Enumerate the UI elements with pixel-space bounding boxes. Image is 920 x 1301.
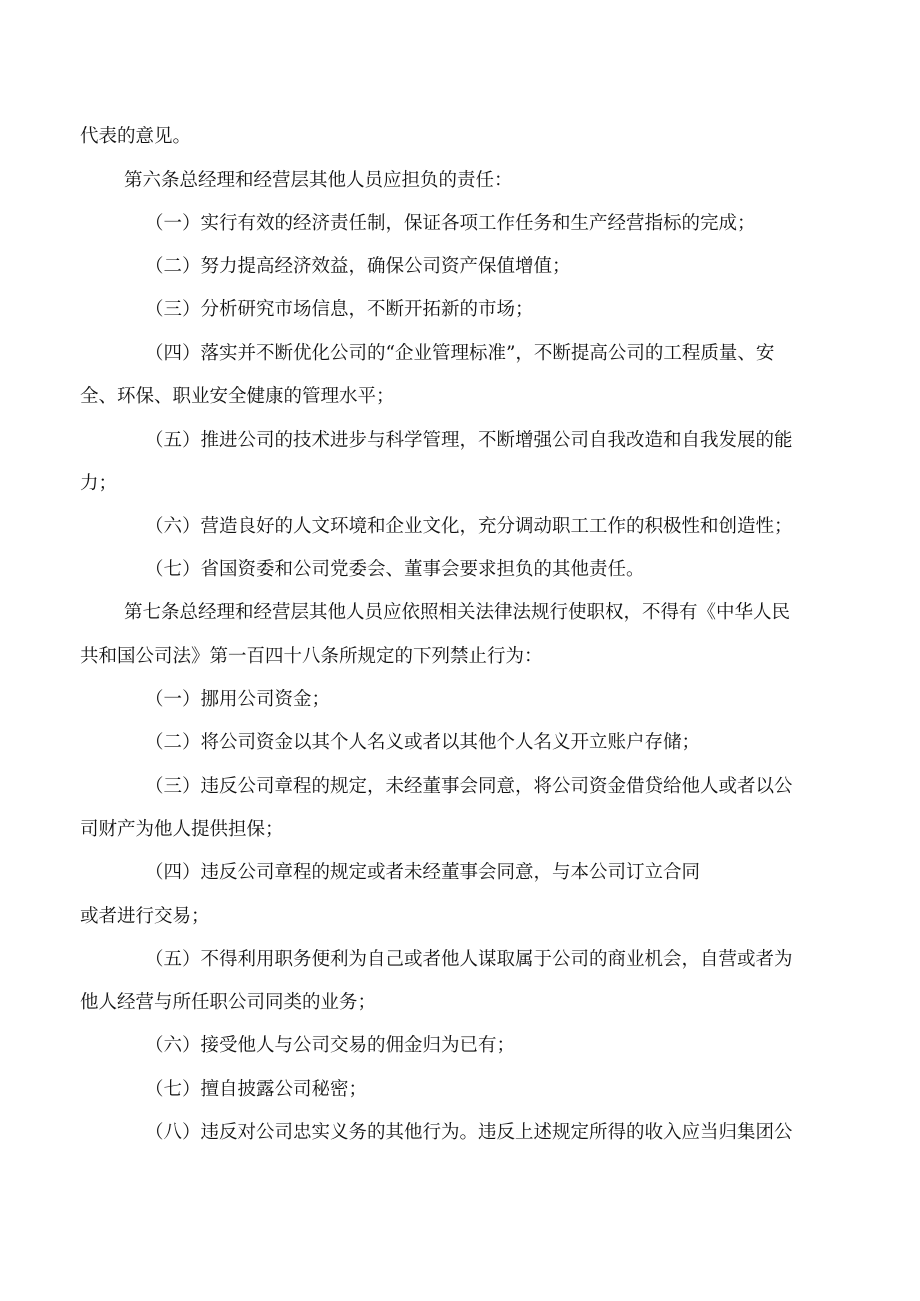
list-item: （一）实行有效的经济责任制，保证各项工作任务和生产经营指标的完成； [145, 213, 756, 234]
list-item: （七）擅自披露公司秘密； [145, 1079, 368, 1100]
text-line: 代表的意见。 [80, 126, 192, 147]
text-line: 或者进行交易； [80, 906, 210, 927]
list-item: （一）挪用公司资金； [145, 689, 331, 710]
text-line: 他人经营与所任职公司同类的业务； [80, 992, 377, 1013]
list-item: （二）将公司资金以其个人名义或者以其他个人名义开立账户存储； [145, 732, 701, 753]
list-item: （四）落实并不断优化公司的“企业管理标准”，不断提高公司的工程质量、安 [145, 343, 775, 364]
list-item: （三）违反公司章程的规定，未经董事会同意，将公司资金借贷给他人或者以公 [145, 776, 793, 797]
list-item: （七）省国资委和公司党委会、董事会要求担负的其他责任。 [145, 559, 645, 580]
text-line: 全、环保、职业安全健康的管理水平； [80, 386, 395, 407]
list-item: （八）违反对公司忠实义务的其他行为。违反上述规定所得的收入应当归集团公 [145, 1122, 793, 1143]
list-item: （六）营造良好的人文环境和企业文化，充分调动职工工作的积极性和创造性； [145, 516, 793, 537]
list-item: （四）违反公司章程的规定或者未经董事会同意，与本公司订立合同 [145, 862, 701, 883]
list-item: （五）推进公司的技术进步与科学管理，不断增强公司自我改造和自我发展的能 [145, 430, 793, 451]
text-line: 共和国公司法》第一百四十八条所规定的下列禁止行为： [80, 646, 543, 667]
list-item: （五）不得利用职务便利为自己或者他人谋取属于公司的商业机会，自营或者为 [145, 949, 793, 970]
article-7-heading: 第七条总经理和经营层其他人员应依照相关法律法规行使职权，不得有《中华人民 [124, 602, 791, 623]
list-item: （三）分析研究市场信息，不断开拓新的市场； [145, 299, 534, 320]
article-6-heading: 第六条总经理和经营层其他人员应担负的责任： [124, 170, 513, 191]
text-line: 力； [80, 473, 118, 494]
text-line: 司财产为他人提供担保； [80, 819, 284, 840]
list-item: （二）努力提高经济效益，确保公司资产保值增值； [145, 256, 571, 277]
list-item: （六）接受他人与公司交易的佣金归为已有； [145, 1035, 516, 1056]
